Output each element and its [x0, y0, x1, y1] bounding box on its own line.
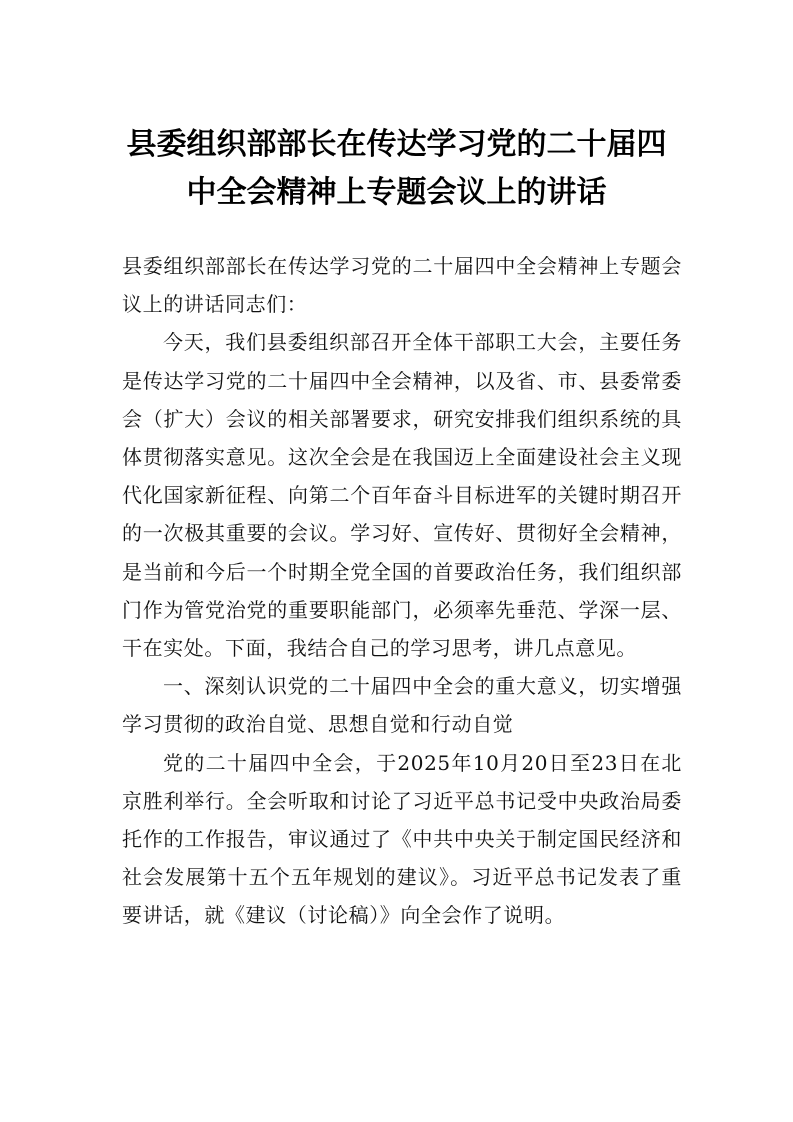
section-heading-1: 一、深刻认识党的二十届四中全会的重大意义，切实增强学习贯彻的政治自觉、思想自觉和行动自觉 [122, 674, 682, 737]
document-title-line-1: 县委组织部部长在传达学习党的二十届四 [126, 127, 667, 162]
section-1-paragraph: 党的二十届四中全会，于2025年10月20日至23日在北京胜利举行。全会听取和讨论了习近平总书记受中央政治局委托作的工作报告，审议通过了《中共中央关于制定国民经济和社会发展第十五个五年规划的建议》。习近平总书记发表了重要讲话，就《建议（讨论稿）》向全会作了说明。 [122, 750, 682, 928]
opening-paragraph: 县委组织部部长在传达学习党的二十届四中全会精神上专题会议上的讲话同志们： [122, 254, 682, 317]
document-body [122, 247, 682, 935]
intro-paragraph: 今天，我们县委组织部召开全体干部职工大会，主要任务是传达学习党的二十届四中全会精神，以及省、市、县委常委会（扩大）会议的相关部署要求，研究安排我们组织系统的具体贯彻落实意见。这次全会是在我国迈上全面建设社会主义现代化国家新征程、向第二个百年奋斗目标进军的关键时期召开的一次极其重要的会议。学习好、宣传好、贯彻好全会精神，是当前和今后一个时期全党全国的首要政治任务，我们组织部门作为管党治党的重要职能部门，必须率先垂范、学深一层、干在实处。下面，我结合自己的学习思考，讲几点意见。 [122, 330, 682, 661]
document-title-line-2: 中全会精神上专题会议上的讲话 [186, 175, 607, 210]
